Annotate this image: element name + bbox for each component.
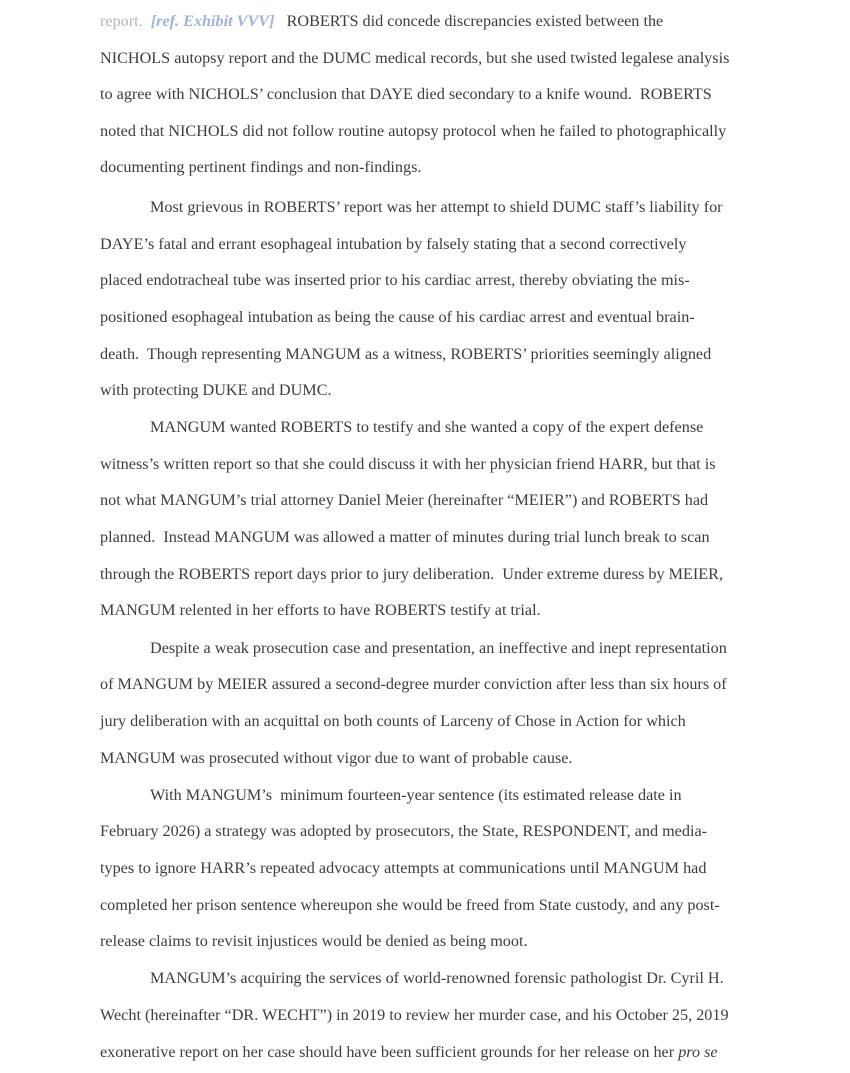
paragraph-3-line-1: MANGUM wanted ROBERTS to testify and she wanted a copy of the expert defense xyxy=(150,418,704,436)
paragraph-1-line-2: NICHOLS autopsy report and the DUMC medical records, but she used twisted legalese analysis xyxy=(100,49,730,67)
paragraph-6-line-1: MANGUM’s acquiring the services of world-renowned forensic pathologist Dr. Cyril H. xyxy=(150,969,724,987)
paragraph-4-line-2: of MANGUM by MEIER assured a second-degree murder conviction after less than six hours of xyxy=(100,675,727,693)
paragraph-2-line-1: Most grievous in ROBERTS’ report was her attempt to shield DUMC staff’s liability for xyxy=(150,198,723,216)
paragraph-2-line-3: placed endotracheal tube was inserted prior to his cardiac arrest, thereby obviating the mis- xyxy=(100,271,690,289)
paragraph-3-line-2: witness’s written report so that she could discuss it with her physician friend HARR, but that is xyxy=(100,455,716,473)
paragraph-2-line-6: with protecting DUKE and DUMC. xyxy=(100,381,332,399)
paragraph-4-line-4: MANGUM was prosecuted without vigor due to want of probable cause. xyxy=(100,749,573,767)
paragraph-4-line-1: Despite a weak prosecution case and presentation, an ineffective and inept representation xyxy=(150,639,727,657)
paragraph-3-line-5: through the ROBERTS report days prior to jury deliberation. Under extreme duress by MEIER, xyxy=(100,565,724,583)
paragraph-3-line-4: planned. Instead MANGUM was allowed a matter of minutes during trial lunch break to scan xyxy=(100,528,710,546)
faded-text: report. xyxy=(100,12,151,30)
paragraph-5-line-5: release claims to revisit injustices would be denied as being moot. xyxy=(100,932,528,950)
paragraph-2-line-4: positioned esophageal intubation as being the cause of his cardiac arrest and eventual brain- xyxy=(100,308,695,326)
paragraph-5-line-2: February 2026) a strategy was adopted by prosecutors, the State, RESPONDENT, and media- xyxy=(100,822,708,840)
italic-term: pro se xyxy=(678,1043,718,1061)
paragraph-3-line-6: MANGUM relented in her efforts to have ROBERTS testify at trial. xyxy=(100,601,541,619)
paragraph-5-line-3: types to ignore HARR’s repeated advocacy attempts at communications until MANGUM had xyxy=(100,859,707,877)
paragraph-1-line-4: noted that NICHOLS did not follow routine autopsy protocol when he failed to photographically xyxy=(100,122,727,140)
paragraph-4-line-3: jury deliberation with an acquittal on both counts of Larceny of Chose in Action for which xyxy=(100,712,686,730)
exhibit-reference-link[interactable]: [ref. Exhibit VVV] xyxy=(150,12,275,30)
paragraph-1-line-5: documenting pertinent findings and non-findings. xyxy=(100,158,422,176)
paragraph-1-line-1 xyxy=(100,11,663,31)
paragraph-6-line-2: Wecht (hereinafter “DR. WECHT”) in 2019 to review her murder case, and his October 25, 2019 xyxy=(100,1006,729,1024)
line-text: exonerative report on her case should have been sufficient grounds for her release on her xyxy=(100,1043,679,1061)
paragraph-6-line-3 xyxy=(100,1042,718,1062)
paragraph-5-line-1: With MANGUM’s minimum fourteen-year sentence (its estimated release date in xyxy=(150,786,682,804)
paragraph-3-line-3: not what MANGUM’s trial attorney Daniel Meier (hereinafter “MEIER”) and ROBERTS had xyxy=(100,491,709,509)
paragraph-2-line-5: death. Though representing MANGUM as a witness, ROBERTS’ priorities seemingly aligned xyxy=(100,345,712,363)
paragraph-1-line-3: to agree with NICHOLS’ conclusion that DAYE died secondary to a knife wound. ROBERTS xyxy=(100,85,712,103)
paragraph-2-line-2: DAYE’s fatal and errant esophageal intubation by falsely stating that a second correctively xyxy=(100,235,687,253)
line-text: ROBERTS did concede discrepancies existed between the xyxy=(274,12,664,30)
paragraph-5-line-4: completed her prison sentence whereupon she would be freed from State custody, and any post- xyxy=(100,896,720,914)
